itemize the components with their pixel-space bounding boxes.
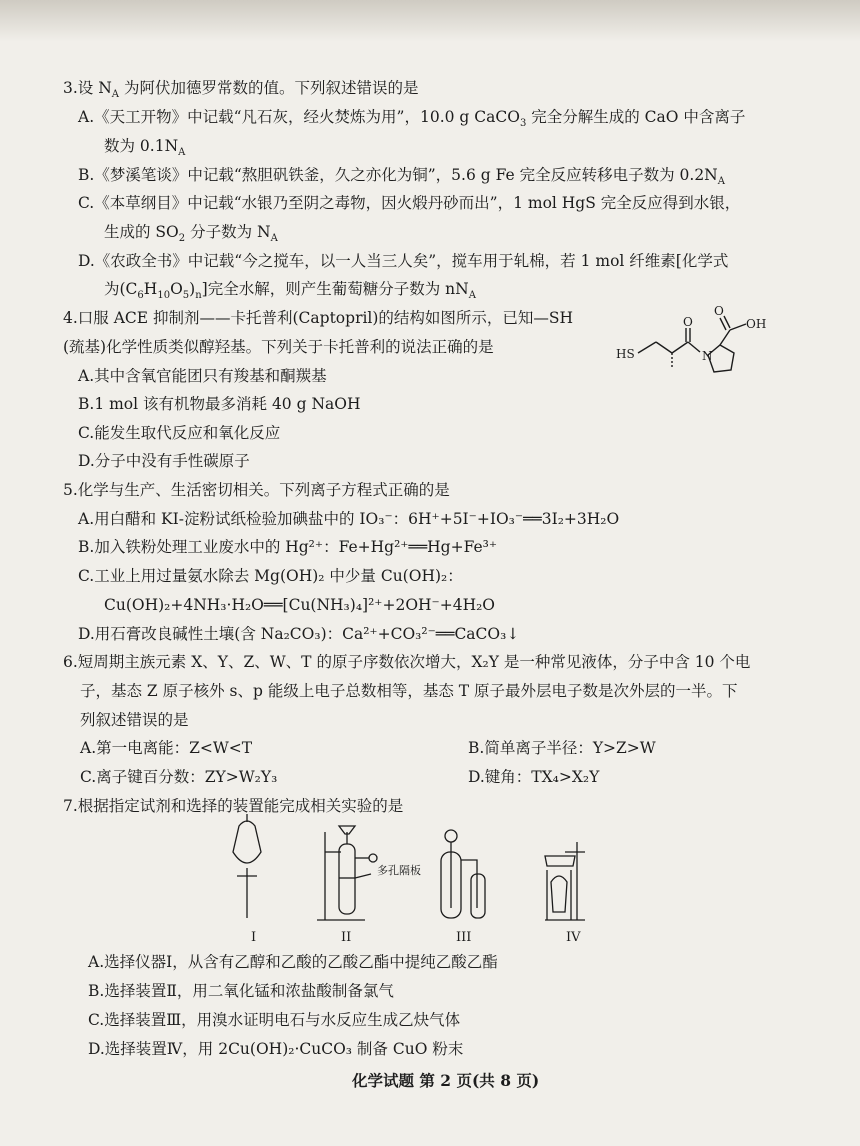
- apparatus-label-2: II: [341, 930, 352, 945]
- struct-o-ketone-label: O: [683, 315, 693, 329]
- q4-option-a: A.其中含氧官能团只有羧基和酮羰基: [78, 367, 327, 385]
- q4-option-c: C.能发生取代反应和氧化反应: [78, 424, 281, 442]
- q4-option-b: B.1 mol 该有机物最多消耗 40 g NaOH: [78, 395, 361, 413]
- q4-stem-line2: (巯基)化学性质类似醇羟基。下列关于卡托普利的说法正确的是: [63, 338, 494, 356]
- test-tube-setup-icon: [441, 830, 485, 918]
- page-top-shadow: [0, 0, 860, 42]
- struct-hs-label: HS: [616, 347, 635, 361]
- q7-stem: 7.根据指定试剂和选择的装置能完成相关实验的是: [63, 797, 404, 815]
- q5-option-b: B.加入铁粉处理工业废水中的 Hg²⁺：Fe+Hg²⁺══Hg+Fe³⁺: [78, 538, 498, 556]
- q6-option-c: C.离子键百分数：ZY>W₂Y₃: [80, 768, 278, 786]
- q6-stem-line2: 子，基态 Z 原子核外 s、p 能级上电子总数相等，基态 T 原子最外层电子数是次外层的一半。下: [80, 682, 738, 700]
- q6-option-d: D.键角：TX₄>X₂Y: [468, 768, 600, 786]
- q3-option-c: C.《本草纲目》中记载“水银乃至阴之毒物，因火煅丹砂而出”，1 mol HgS 完全反应得到水银，: [78, 194, 741, 212]
- q5-option-c-equation: Cu(OH)₂+4NH₃·H₂O══[Cu(NH₃)₄]²⁺+2OH⁻+4H₂O: [104, 596, 496, 614]
- q4-option-d: D.分子中没有手性碳原子: [78, 452, 250, 470]
- q3-option-a-cont: 数为 $0.1N_A$: [104, 137, 186, 159]
- struct-o-acid-label: O: [714, 304, 724, 318]
- porous-plate-label: 多孔隔板: [377, 864, 421, 877]
- q6-stem-line1: 6.短周期主族元素 X、Y、Z、W、T 的原子序数依次增大，X₂Y 是一种常见液体，分子中含 10 个电: [63, 653, 751, 671]
- apparatus-figure: [225, 812, 625, 932]
- q7-option-d: D.选择装置Ⅳ，用 2Cu(OH)₂·CuCO₃ 制备 CuO 粉末: [88, 1040, 464, 1058]
- q3-option-b: B.《梦溪笔谈》中记载“熬胆矾铁釜，久之亦化为铜”，5.6 g Fe 完全反应转移电子数为 $0.2N_A$: [78, 166, 725, 188]
- struct-oh-label: OH: [746, 317, 767, 331]
- q5-option-c: C.工业上用过量氨水除去 Mg(OH)₂ 中少量 Cu(OH)₂：: [78, 567, 463, 585]
- gas-generator-icon: [317, 826, 377, 920]
- q7-option-c: C.选择装置Ⅲ，用溴水证明电石与水反应生成乙炔气体: [88, 1011, 461, 1029]
- q3-option-c-cont: 生成的 $SO_2$ 分子数为 $N_A$: [104, 223, 278, 245]
- q5-option-a: A.用白醋和 KI-淀粉试纸检验加碘盐中的 IO₃⁻：6H⁺+5I⁻+IO₃⁻══3I₂+3H₂O: [78, 510, 620, 528]
- q3-option-a: A.《天工开物》中记载“凡石灰，经火焚炼为用”，10.0 g CaCO$_3$ 完全分解生成的 CaO 中含离子: [78, 108, 746, 130]
- page-footer: 化学试题 第 2 页(共 8 页): [352, 1071, 540, 1090]
- q6-option-a: A.第一电离能：Z<W<T: [80, 739, 253, 757]
- q7-option-a: A.选择仪器Ⅰ，从含有乙醇和乙酸的乙酸乙酯中提纯乙酸乙酯: [88, 953, 498, 971]
- q5-stem: 5.化学与生产、生活密切相关。下列离子方程式正确的是: [63, 481, 450, 499]
- captopril-structure: [610, 300, 770, 390]
- q3-option-d-cont: 为$(C_6H_{10}O_5)_n$]完全水解，则产生葡萄糖分子数为 $nN_A$: [104, 280, 476, 302]
- heating-apparatus-icon: [545, 842, 585, 920]
- apparatus-label-4: IV: [566, 930, 581, 945]
- q4-stem-line1: 4.口服 ACE 抑制剂——卡托普利(Captopril)的结构如图所示，已知—SH: [63, 309, 574, 327]
- q7-option-b: B.选择装置Ⅱ，用二氧化锰和浓盐酸制备氯气: [88, 982, 394, 1000]
- q3-option-d: D.《农政全书》中记载“今之搅车，以一人当三人矣”，搅车用于轧棉，若 1 mol 纤维素[化学式: [78, 252, 729, 270]
- apparatus-label-1: I: [251, 930, 257, 945]
- apparatus-label-3: III: [456, 930, 472, 945]
- q6-option-b: B.简单离子半径：Y>Z>W: [468, 739, 656, 757]
- q5-option-d: D.用石膏改良碱性土壤(含 Na₂CO₃)：Ca²⁺+CO₃²⁻══CaCO₃↓: [78, 625, 520, 643]
- separatory-funnel-icon: [233, 814, 261, 918]
- q3-stem: 3.设 $N_A$ 为阿伏加德罗常数的值。下列叙述错误的是: [63, 79, 419, 101]
- q6-stem-line3: 列叙述错误的是: [80, 711, 189, 729]
- struct-n-label: N: [702, 349, 713, 363]
